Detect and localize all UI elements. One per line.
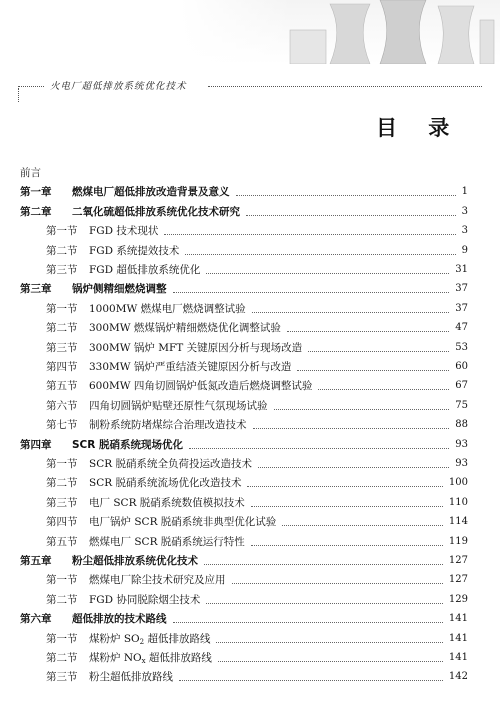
power-plant-illustration <box>180 0 500 64</box>
book-title: 火电厂超低排放系统优化技术 <box>50 81 187 92</box>
toc-leader-dots <box>251 506 443 507</box>
toc-entry-title <box>72 281 167 297</box>
toc-entry-title-text: 电厂 SCR 脱硝系统数值模拟技术 <box>89 496 245 509</box>
toc-entry-number: 第二节 <box>46 477 78 490</box>
toc-entry-page-number: 127 <box>448 555 468 566</box>
toc-entry-title <box>72 553 198 569</box>
toc-entry-title-text: 电厂锅炉 SCR 脱硝系统非典型优化试验 <box>89 516 277 529</box>
toc-entry-title <box>72 437 183 453</box>
toc-entry-page-number: 3 <box>461 225 468 237</box>
toc-entry-number: 第二节 <box>46 244 78 257</box>
toc-entry-title-text: 煤粉炉 SO <box>89 632 140 645</box>
toc-entry-number: 第三节 <box>46 671 78 684</box>
toc-section-row <box>0 223 500 239</box>
toc-entry-page-number: 114 <box>448 516 468 528</box>
toc-entry-title <box>89 631 210 647</box>
toc-entry-title <box>89 417 247 433</box>
toc-leader-dots <box>206 273 449 274</box>
toc-chapter-row <box>0 281 500 297</box>
toc-entry-title <box>89 475 241 491</box>
toc-entry-title-text: 锅炉侧精细燃烧调整 <box>72 283 167 296</box>
toc-entry-title-text: SCR 脱硝系统全负荷投运改造技术 <box>89 458 252 470</box>
toc-leader-dots <box>308 351 449 352</box>
toc-entry-title-tail: 超低排放路线 <box>144 632 211 645</box>
toc-entry-title <box>89 456 252 472</box>
toc-section-row <box>0 592 500 608</box>
toc-entry-page-number: 93 <box>455 458 468 469</box>
toc-entry-title-text: 300MW 锅炉 MFT 关键原因分析与现场改造 <box>89 341 303 354</box>
toc-section-row <box>0 417 500 433</box>
toc-leader-dots <box>216 642 442 643</box>
toc-entry-title-text: 粉尘超低排放系统优化技术 <box>72 555 198 567</box>
toc-leader-dots <box>274 409 450 410</box>
toc-entry-number: 第四章 <box>20 438 52 451</box>
toc-entry-page-number: 88 <box>455 419 468 431</box>
toc-entry-number: 第一节 <box>46 225 78 238</box>
toc-leader-dots <box>253 428 450 429</box>
toc-entry-number: 第一节 <box>46 458 78 470</box>
toc-leader-dots <box>179 680 443 681</box>
toc-section-row <box>0 650 500 666</box>
toc-entry-title-text: 前言 <box>20 167 41 179</box>
toc-leader-dots <box>185 254 455 255</box>
toc-chapter-row <box>0 204 500 220</box>
toc-entry-title-text: 粉尘超低排放路线 <box>89 671 173 684</box>
toc-section-row <box>0 340 500 356</box>
toc-entry-title <box>89 223 158 239</box>
toc-entry-title <box>89 359 291 375</box>
toc-leader-dots <box>252 312 450 313</box>
toc-entry-title <box>72 611 167 627</box>
toc-entry-page-number: 142 <box>448 671 468 683</box>
toc-entry-page-number: 47 <box>455 322 468 334</box>
toc-entry-number: 第一节 <box>46 574 78 587</box>
toc-entry-number: 第五章 <box>20 555 52 567</box>
toc-entry-title <box>89 320 281 336</box>
toc-entry-title <box>89 572 226 588</box>
toc-entry-title-text: 燃煤电厂除尘技术研究及应用 <box>89 574 226 587</box>
toc-entry-title-text: 燃煤电厂 SCR 脱硝系统运行特性 <box>89 535 245 548</box>
toc-entry-title <box>20 165 41 181</box>
toc-leader-dots <box>189 448 449 449</box>
toc-entry-page-number: 119 <box>448 535 468 547</box>
toc-entry-title <box>72 184 230 200</box>
toc-entry-title-text: SCR 脱硝系统现场优化 <box>72 438 184 451</box>
toc-entry-number: 第三节 <box>46 496 78 509</box>
toc-entry-number: 第一节 <box>46 302 78 315</box>
toc-entry-number: 第一章 <box>20 186 52 199</box>
toc-entry-page-number: 9 <box>461 244 468 256</box>
toc-entry-title-text: 超低排放的技术路线 <box>72 613 167 626</box>
toc-section-row <box>0 320 500 336</box>
toc-entry-title-text: 制粉系统防堵煤综合治理改造技术 <box>89 419 247 432</box>
toc-entry-page-number: 3 <box>461 205 468 217</box>
toc-entry-title-text: 燃煤电厂超低排放改造背景及意义 <box>72 186 230 199</box>
toc-entry-page-number: 31 <box>455 264 468 275</box>
toc-section-row <box>0 301 500 317</box>
page-title: 目 录 <box>376 116 462 140</box>
toc-entry-page-number: 37 <box>455 302 468 314</box>
toc-entry-page-number: 37 <box>455 283 468 295</box>
toc-entry-page-number: 129 <box>448 593 468 605</box>
toc-entry-number: 第三节 <box>46 264 78 276</box>
toc-entry-page-number: 1 <box>461 186 468 198</box>
toc-entry-page-number: 141 <box>448 613 468 625</box>
toc-entry-title-text: SCR 脱硝系统流场优化改造技术 <box>89 477 242 490</box>
toc-entry-title-text: FGD 系统提效技术 <box>89 244 180 257</box>
toc-entry-title-text: 四角切圆锅炉贴壁还原性气氛现场试验 <box>89 399 268 412</box>
toc-entry-page-number: 100 <box>448 477 468 489</box>
toc-entry-title-tail: 超低排放路线 <box>145 652 212 664</box>
toc-leader-dots <box>297 370 449 371</box>
toc-leader-dots <box>251 545 443 546</box>
toc-section-row <box>0 378 500 394</box>
header-vertical-rule <box>18 88 19 102</box>
toc-leader-dots <box>173 622 443 623</box>
toc-entry-number: 第一节 <box>46 632 78 645</box>
toc-leader-dots <box>282 525 443 526</box>
toc-entry-number: 第四节 <box>46 361 78 373</box>
toc-leader-dots <box>173 292 450 293</box>
toc-entry-number: 第五节 <box>46 535 78 548</box>
header-dotted-rule-right <box>208 86 482 87</box>
toc-leader-dots <box>164 234 455 235</box>
running-header <box>18 78 482 98</box>
toc-entry-number: 第二章 <box>20 205 52 218</box>
toc-entry-page-number: 67 <box>455 380 468 392</box>
toc-chapter-row <box>0 611 500 627</box>
toc-leader-dots <box>246 215 456 216</box>
toc-leader-dots <box>247 486 442 487</box>
toc-chapter-row <box>0 437 500 453</box>
toc-entry-number: 第三节 <box>46 341 78 354</box>
toc-section-row <box>0 398 500 414</box>
toc-leader-dots <box>258 467 449 468</box>
toc-entry-number: 第四节 <box>46 516 78 529</box>
toc-section-row <box>0 572 500 588</box>
toc-section-row <box>0 631 500 647</box>
toc-section-row <box>0 669 500 685</box>
toc-leader-dots <box>218 661 443 662</box>
toc-entry-title <box>72 204 240 220</box>
toc-entry-page-number: 127 <box>448 574 468 586</box>
toc-entry-title <box>89 378 312 394</box>
toc-entry-number: 第五节 <box>46 380 78 393</box>
toc-section-row <box>0 495 500 511</box>
toc-entry-title-text: 600MW 四角切圆锅炉低氮改造后燃烧调整试验 <box>89 380 313 393</box>
toc-entry-page-number: 60 <box>455 361 468 372</box>
toc-leader-dots <box>206 603 442 604</box>
toc-leader-dots <box>232 583 443 584</box>
toc-entry-page-number: 141 <box>448 652 468 663</box>
toc-entry-title-text: 煤粉炉 NO <box>89 652 142 664</box>
toc-entry-title-text: 330MW 锅炉严重结渣关键原因分析与改造 <box>89 361 292 373</box>
toc-entry-page-number: 93 <box>455 438 468 450</box>
toc-entry-title <box>89 495 245 511</box>
toc-leader-dots <box>287 331 449 332</box>
toc-section-row <box>0 456 500 472</box>
toc-section-row <box>0 475 500 491</box>
toc-entry-title-text: 1000MW 燃煤电厂燃烧调整试验 <box>89 302 246 315</box>
toc-entry-title <box>89 262 200 278</box>
toc-entry-page-number: 53 <box>455 341 468 353</box>
toc-entry-title-subscript: x <box>141 657 146 665</box>
toc-preface-row <box>0 165 500 181</box>
toc-entry-page-number: 110 <box>448 496 468 508</box>
toc-entry-page-number: 75 <box>455 399 468 411</box>
toc-entry-title-text: FGD 超低排放系统优化 <box>89 264 201 276</box>
toc-entry-number: 第二节 <box>46 322 78 335</box>
toc-entry-number: 第二节 <box>46 652 78 664</box>
toc-entry-title <box>89 592 200 608</box>
toc-entry-title <box>89 650 212 666</box>
toc-section-row <box>0 514 500 530</box>
toc-chapter-row <box>0 553 500 569</box>
toc-entry-number: 第六节 <box>46 399 78 412</box>
toc-entry-number: 第三章 <box>20 283 52 296</box>
toc-chapter-row <box>0 184 500 200</box>
toc-section-row <box>0 359 500 375</box>
toc-entry-title <box>89 514 276 530</box>
toc-entry-title-text: 二氧化硫超低排放系统优化技术研究 <box>72 205 240 218</box>
toc-entry-title-subscript: 2 <box>139 637 145 646</box>
toc-entry-number: 第二节 <box>46 593 78 606</box>
toc-entry-title <box>89 243 179 259</box>
toc-entry-number: 第六章 <box>20 613 52 626</box>
toc-leader-dots <box>318 389 449 390</box>
toc-leader-dots <box>204 564 443 565</box>
toc-section-row <box>0 262 500 278</box>
toc-entry-title <box>89 534 245 550</box>
toc-entry-title <box>89 669 173 685</box>
toc-section-row <box>0 534 500 550</box>
toc-section-row <box>0 243 500 259</box>
toc-entry-title <box>89 398 268 414</box>
toc-leader-dots <box>236 195 456 196</box>
header-decorative-image <box>180 0 500 64</box>
toc-entry-title <box>89 301 246 317</box>
toc-entry-title-text: FGD 技术现状 <box>89 225 159 238</box>
toc-entry-number: 第七节 <box>46 419 78 432</box>
header-dotted-rule-left <box>18 86 44 87</box>
toc-entry-title <box>89 340 302 356</box>
toc-entry-title-text: 300MW 燃煤锅炉精细燃烧优化调整试验 <box>89 322 281 335</box>
toc-entry-title-text: FGD 协同脱除烟尘技术 <box>89 593 201 606</box>
toc-entry-page-number: 141 <box>448 632 468 644</box>
